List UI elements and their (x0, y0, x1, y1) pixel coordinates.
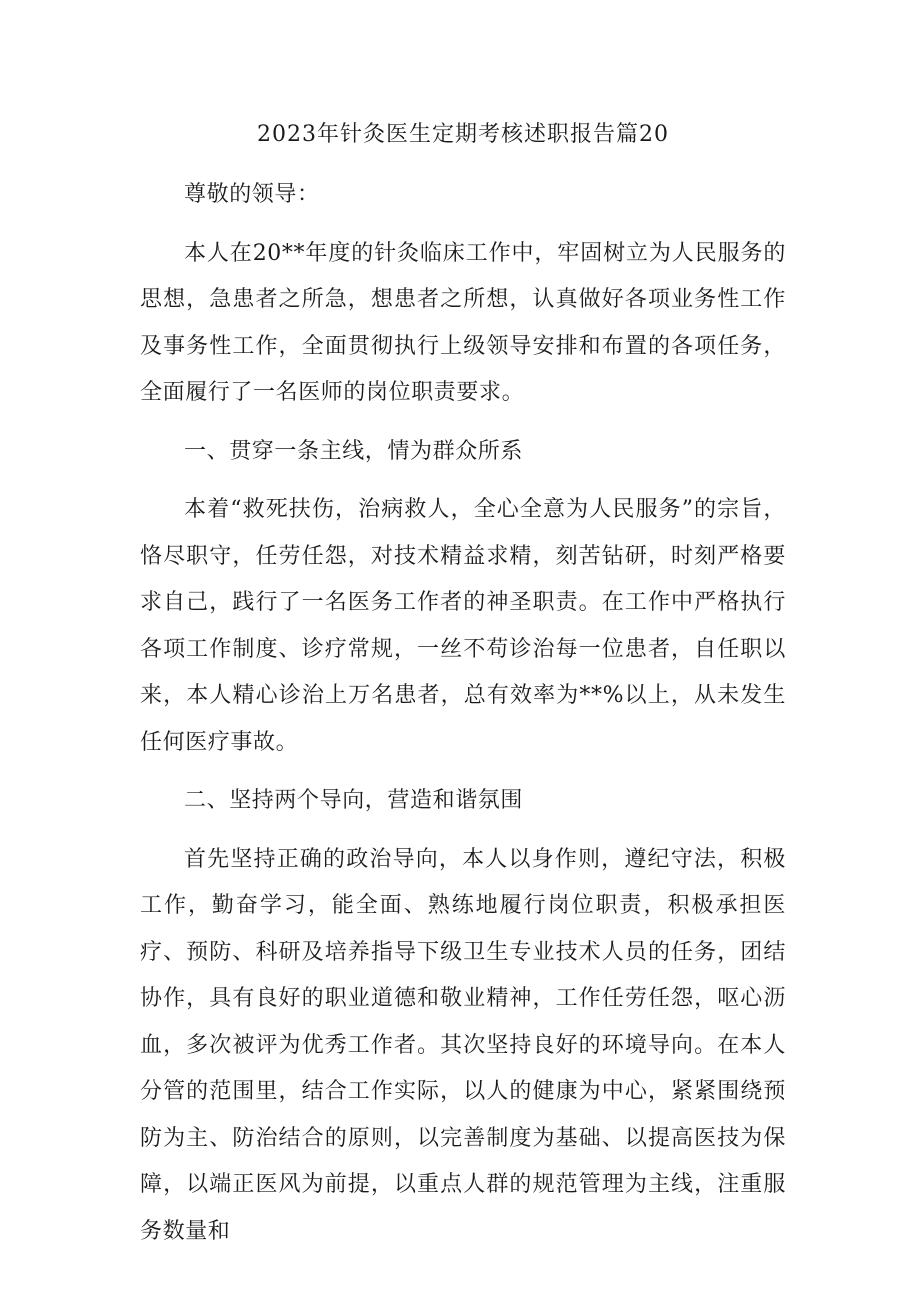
salutation: 尊敬的领导： (184, 182, 320, 207)
section-heading-1: 一、贯穿一条主线，情为群众所系 (184, 438, 524, 464)
section-body-1: 本着“救死扶伤，治病救人，全心全意为人民服务”的宗旨，恪尽职守，任劳任怨，对技术精益求精，刻苦钻研，时刻严格要求自己，践行了一名医务工作者的神圣职责。在工作中严格执行各项工作制度、诊疗常规，一丝不苟诊治每一位患者，自任职以来，本人精心诊治上万名患者，总有效率为**%以上，从未发生任何医疗事故。 (140, 497, 786, 755)
section-heading-2: 二、坚持两个导向，营造和谐氛围 (184, 788, 524, 813)
document-page (140, 112, 786, 1267)
section-body-2: 首先坚持正确的政治导向，本人以身作则，遵纪守法，积极工作，勤奋学习，能全面、熟练地履行岗位职责，积极承担医疗、预防、科研及培养指导下级卫生专业技术人员的任务，团结协作，具有良好的职业道德和敬业精神，工作任劳任怨，呕心沥血，多次被评为优秀工作者。其次坚持良好的环境导向。在本人分管的范围里，结合工作实际，以人的健康为中心，紧紧围绕预防为主、防治结合的原则，以完善制度为基础、以提高医技为保障，以端正医风为前提，以重点人群的规范管理为主线，注重服务数量和 (140, 846, 786, 1244)
intro-paragraph: 本人在20**年度的针灸临床工作中，牢固树立为人民服务的思想，急患者之所急，想患者之所想，认真做好各项业务性工作及事务性工作，全面贯彻执行上级领导安排和布置的各项任务，全面履行了一名医师的岗位职责要求。 (140, 240, 786, 405)
document-title: 2023年针灸医生定期考核述职报告篇20 (257, 122, 669, 147)
